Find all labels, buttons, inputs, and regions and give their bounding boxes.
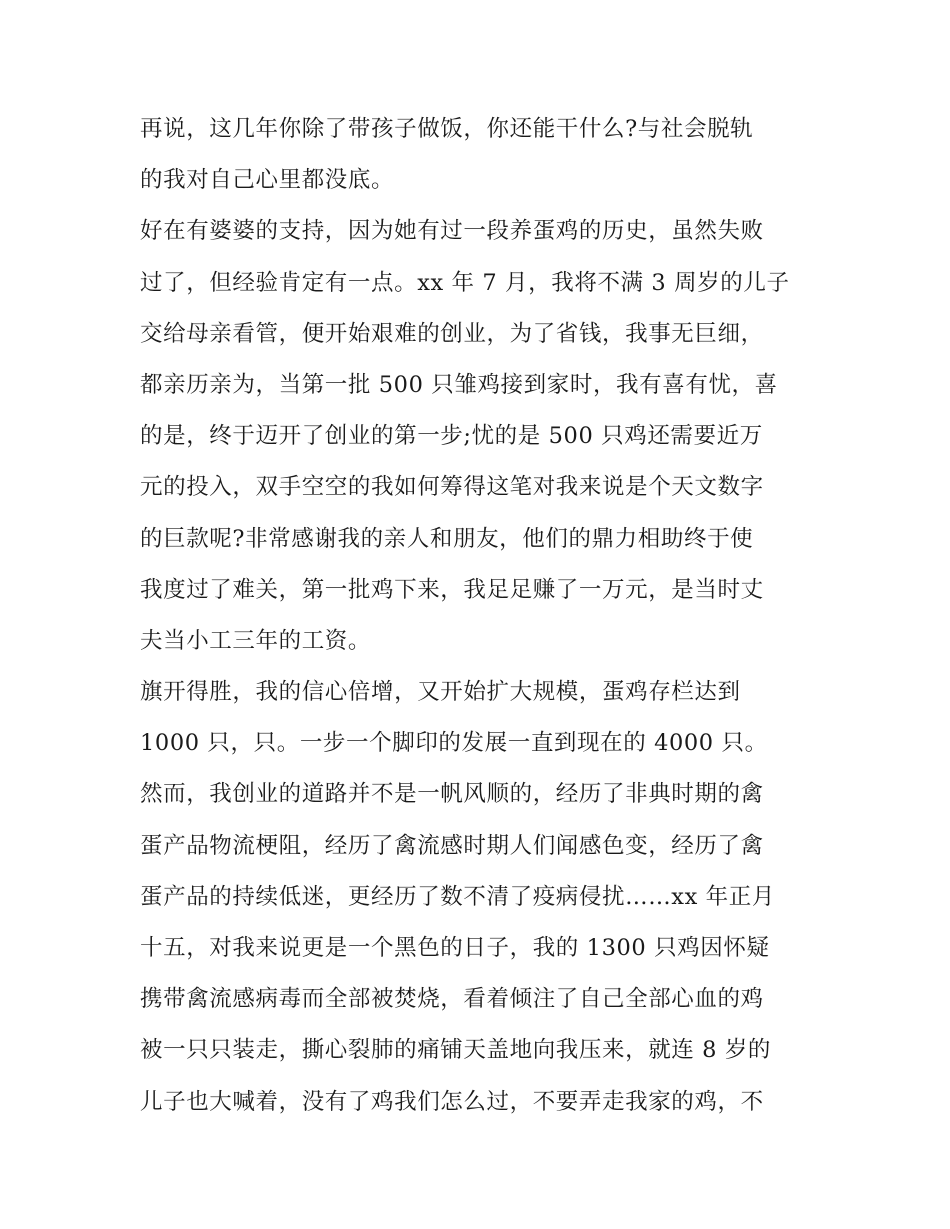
text-line: 好在有婆婆的支持，因为她有过一段养蛋鸡的历史，虽然失败 (140, 218, 764, 245)
text-line: 的是，终于迈开了创业的第一步;忧的是 500 只鸡还需要近万 (140, 423, 763, 450)
text-line: 再说，这几年你除了带孩子做饭，你还能干什么?与社会脱轨 (140, 116, 754, 142)
text-line: 旗开得胜，我的信心倍增，又开始扩大规模，蛋鸡存栏达到 (140, 679, 741, 706)
text-line: 我度过了难关，第一批鸡下来，我足足赚了一万元，是当时丈 (140, 576, 764, 603)
text-line: 然而，我创业的道路并不是一帆风顺的，经历了非典时期的禽 (140, 781, 764, 808)
text-line: 夫当小工三年的工资。 (140, 627, 372, 654)
text-line: 被一只只装走，撕心裂肺的痛铺天盖地向我压来，就连 8 岁的 (140, 1037, 772, 1064)
text-line: 的巨款呢?非常感谢我的亲人和朋友，他们的鼎力相助终于使 (140, 525, 754, 552)
text-line: 十五，对我来说更是一个黑色的日子，我的 1300 只鸡因怀疑 (140, 935, 770, 961)
text-line: 携带禽流感病毒而全部被焚烧，看着倾注了自己全部心血的鸡 (140, 986, 764, 1013)
text-line: 儿子也大喊着，没有了鸡我们怎么过，不要弄走我家的鸡，不 (140, 1088, 764, 1115)
text-line: 都亲历亲为，当第一批 500 只雏鸡接到家时，我有喜有忧，喜 (140, 371, 778, 398)
text-line: 蛋产品物流梗阻，经历了禽流感时期人们闻感色变，经历了禽 (140, 832, 764, 859)
text-line: 交给母亲看管，便开始艰难的创业，为了省钱，我事无巨细， (140, 320, 764, 347)
text-line: 元的投入，双手空空的我如何筹得这笔对我来说是个天文数字 (140, 474, 764, 501)
text-line: 过了，但经验肯定有一点。xx 年 7 月，我将不满 3 周岁的儿子 (140, 269, 790, 296)
body-text (140, 104, 830, 1128)
text-line: 1000 只，只。一步一个脚印的发展一直到现在的 4000 只。 (140, 730, 768, 757)
text-line: 的我对自己心里都没底。 (140, 167, 395, 194)
text-line: 蛋产品的持续低迷，更经历了数不清了疫病侵扰……xx 年正月 (140, 883, 775, 910)
